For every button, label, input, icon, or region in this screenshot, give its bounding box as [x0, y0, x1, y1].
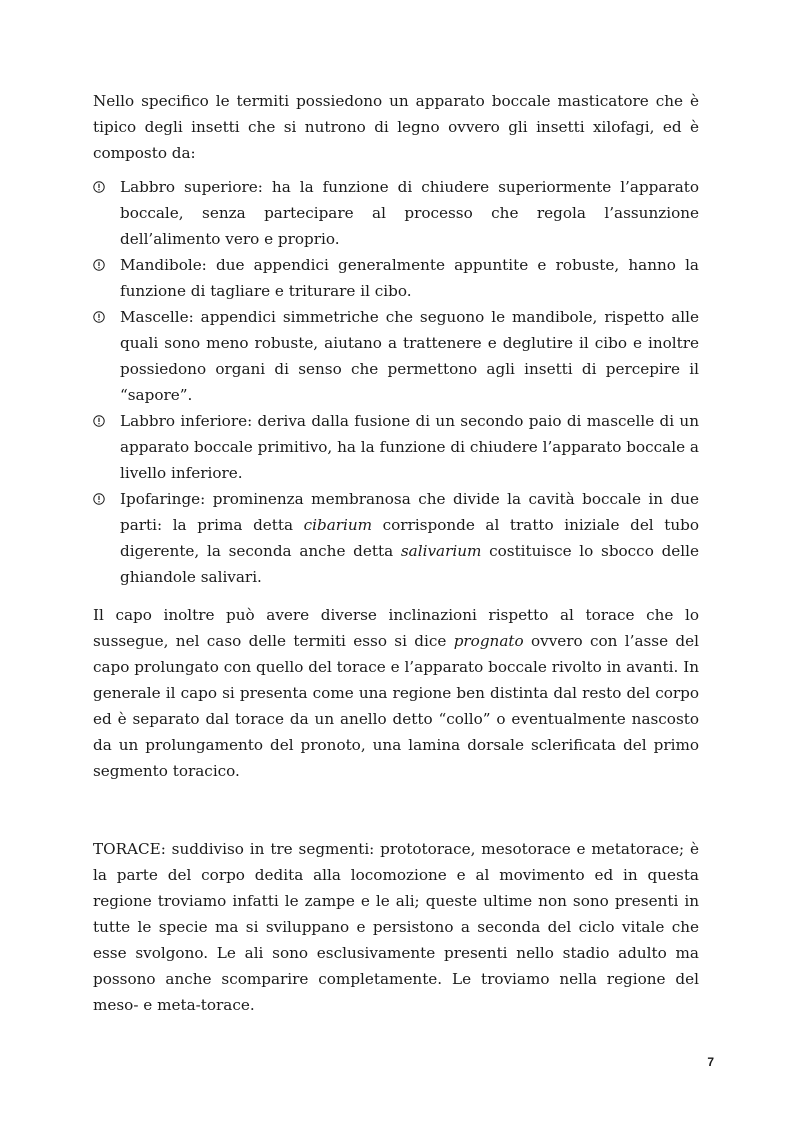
list-item-text: Ipofaringe: prominenza membranosa che divide la cavità boccale in due parti: la prima detta — [120, 490, 699, 534]
list-item-text: corrisponde al tratto iniziale del tubo digerente, la seconda anche detta — [120, 516, 699, 560]
list-item-text: Mascelle: appendici simmetriche che seguono le mandibole, rispetto alle quali sono meno robuste, aiutano a trattenere e deglutire il cibo e inoltre possiedono organi di senso che permettono agli insetti di percepire il “sapore”. — [120, 308, 699, 404]
mouthparts-list — [93, 174, 699, 590]
alert-circle-icon — [93, 311, 105, 323]
alert-circle-icon — [93, 181, 105, 193]
intro-paragraph: Nello specifico le termiti possiedono un apparato boccale masticatore che è tipico degli insetti che si nutrono di legno ovvero gli insetti xilofagi, ed è composto da: — [93, 92, 699, 162]
list-item — [93, 252, 699, 304]
thorax-paragraph: TORACE: suddiviso in tre segmenti: prototorace, mesotorace e metatorace; è la parte del corpo dedita alla locomozione e al movimento ed in questa regione troviamo infatti le zampe e le ali; queste ultime non sono presenti in tutte le specie ma si sviluppano e persistono a seconda del ciclo vitale che esse svolgono. Le ali sono esclusivamente presenti nello stadio adulto ma possono anche scomparire completamente. Le troviamo nella regione del meso- e meta-torace. — [93, 840, 699, 1014]
term-cibarium: cibarium — [303, 516, 373, 534]
list-item — [93, 174, 699, 252]
alert-circle-icon — [93, 259, 105, 271]
list-item-text: Mandibole: due appendici generalmente appuntite e robuste, hanno la funzione di tagliare e triturare il cibo. — [120, 256, 699, 300]
list-item-text: Labbro inferiore: deriva dalla fusione di un secondo paio di mascelle di un apparato boccale primitivo, ha la funzione di chiudere l’apparato boccale a livello inferiore. — [120, 412, 699, 482]
paragraph-text: Il capo inoltre può avere diverse inclinazioni rispetto al torace che lo sussegue, nel caso delle termiti esso si dice — [93, 606, 699, 650]
list-item-text: Labbro superiore: ha la funzione di chiudere superiormente l’apparato boccale, senza partecipare al processo che regola l’assunzione dell’alimento vero e proprio. — [120, 178, 699, 248]
document-body — [93, 88, 699, 1018]
alert-circle-icon — [93, 415, 105, 427]
list-item — [93, 486, 699, 590]
list-item-text: costituisce lo sbocco delle ghiandole salivari. — [120, 542, 699, 586]
alert-circle-icon — [93, 493, 105, 505]
term-prognato: prognato — [453, 632, 524, 650]
list-item — [93, 408, 699, 486]
head-inclination-paragraph — [93, 602, 699, 784]
paragraph-text: ovvero con l’asse del capo prolungato con quello del torace e l’apparato boccale rivolto in avanti. In generale il capo si presenta come una regione ben distinta dal resto del corpo ed è separato dal torace da un anello detto “collo” o eventualmente nascosto da un prolungamento del pronoto, una lamina dorsale sclerificata del primo segmento toracico. — [93, 632, 699, 780]
page-number: 7 — [707, 1055, 714, 1069]
term-salivarium: salivarium — [400, 542, 482, 560]
list-item — [93, 304, 699, 408]
